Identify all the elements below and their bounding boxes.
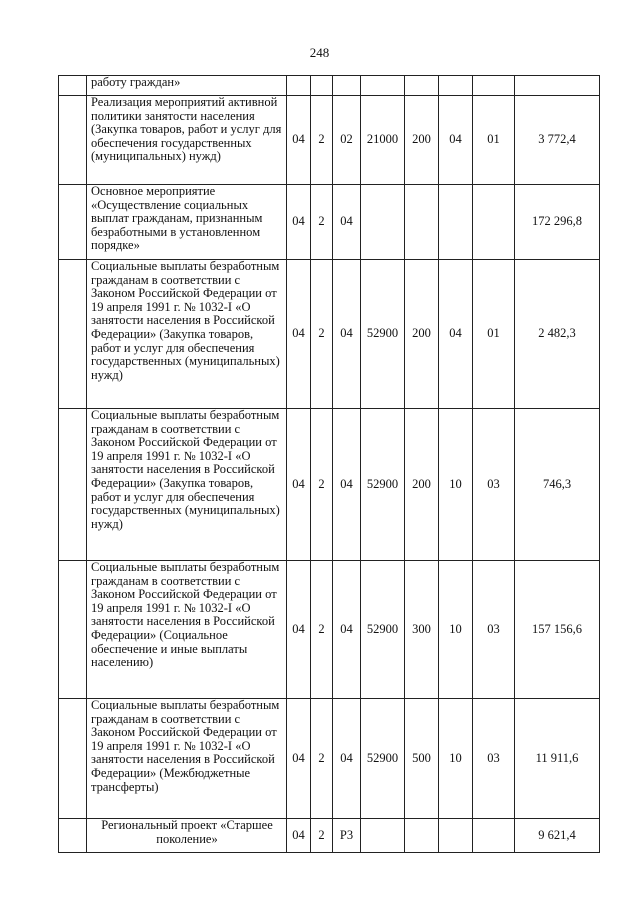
code-cell-4: 52900 (361, 699, 405, 819)
table-row (59, 76, 600, 96)
code-cell-2: 2 (311, 185, 333, 260)
row-number-cell (59, 561, 87, 699)
code-cell-6: 10 (439, 409, 473, 561)
code-cell-7 (473, 76, 515, 96)
row-number-cell (59, 185, 87, 260)
code-cell-2 (311, 76, 333, 96)
code-cell-2: 2 (311, 561, 333, 699)
code-cell-5: 200 (405, 260, 439, 409)
code-cell-7: 01 (473, 260, 515, 409)
code-cell-3: 02 (333, 96, 361, 185)
code-cell-6: 04 (439, 260, 473, 409)
description-cell: Социальные выплаты безработным гражданам в соответствии с Законом Российской Федерации от 19 апреля 1991 г. № 1032-I «О занятости населения в Российской Федерации» (Закупка товаров, работ и услуг для обеспечения государственных (муниципальных) нужд) (87, 260, 287, 409)
code-cell-2: 2 (311, 260, 333, 409)
description-cell: Социальные выплаты безработным гражданам в соответствии с Законом Российской Федерации от 19 апреля 1991 г. № 1032-I «О занятости населения в Российской Федерации» (Социальное обеспечение и иные выплаты населению) (87, 561, 287, 699)
code-cell-5: 500 (405, 699, 439, 819)
code-cell-6: 10 (439, 699, 473, 819)
code-cell-6: 10 (439, 561, 473, 699)
code-cell-3: 04 (333, 185, 361, 260)
budget-table (58, 75, 600, 853)
row-number-cell (59, 819, 87, 853)
table-row (59, 96, 600, 185)
code-cell-2: 2 (311, 699, 333, 819)
code-cell-6 (439, 76, 473, 96)
code-cell-2: 2 (311, 96, 333, 185)
row-number-cell (59, 260, 87, 409)
page-number: 248 (309, 45, 330, 60)
table-row (59, 561, 600, 699)
code-cell-5: 200 (405, 96, 439, 185)
code-cell-1: 04 (287, 185, 311, 260)
code-cell-3: 04 (333, 561, 361, 699)
code-cell-4: 52900 (361, 260, 405, 409)
amount-cell: 9 621,4 (515, 819, 600, 853)
code-cell-6: 04 (439, 96, 473, 185)
description-cell: Региональный проект «Старшее поколение» (87, 819, 287, 853)
code-cell-7 (473, 819, 515, 853)
table-row (59, 699, 600, 819)
code-cell-5 (405, 819, 439, 853)
amount-cell (515, 76, 600, 96)
code-cell-4: 52900 (361, 561, 405, 699)
code-cell-5: 200 (405, 409, 439, 561)
row-number-cell (59, 76, 87, 96)
amount-cell: 3 772,4 (515, 96, 600, 185)
code-cell-3: 04 (333, 699, 361, 819)
code-cell-7: 01 (473, 96, 515, 185)
code-cell-1 (287, 76, 311, 96)
amount-cell: 157 156,6 (515, 561, 600, 699)
code-cell-1: 04 (287, 96, 311, 185)
code-cell-2: 2 (311, 819, 333, 853)
code-cell-1: 04 (287, 561, 311, 699)
code-cell-2: 2 (311, 409, 333, 561)
code-cell-3: Р3 (333, 819, 361, 853)
table-row (59, 409, 600, 561)
row-number-cell (59, 699, 87, 819)
code-cell-7: 03 (473, 561, 515, 699)
code-cell-4 (361, 819, 405, 853)
code-cell-7: 03 (473, 409, 515, 561)
code-cell-4: 52900 (361, 409, 405, 561)
code-cell-6 (439, 819, 473, 853)
code-cell-1: 04 (287, 819, 311, 853)
table-row (59, 260, 600, 409)
code-cell-3: 04 (333, 409, 361, 561)
code-cell-6 (439, 185, 473, 260)
code-cell-3: 04 (333, 260, 361, 409)
amount-cell: 746,3 (515, 409, 600, 561)
code-cell-7 (473, 185, 515, 260)
description-cell: Реализация мероприятий активной политики занятости населения (Закупка товаров, работ и услуг для обеспечения государственных (муниципальных) нужд) (87, 96, 287, 185)
code-cell-4: 21000 (361, 96, 405, 185)
code-cell-5 (405, 76, 439, 96)
code-cell-5: 300 (405, 561, 439, 699)
amount-cell: 172 296,8 (515, 185, 600, 260)
description-cell: Социальные выплаты безработным гражданам в соответствии с Законом Российской Федерации от 19 апреля 1991 г. № 1032-I «О занятости населения в Российской Федерации» (Межбюджетные трансферты) (87, 699, 287, 819)
code-cell-7: 03 (473, 699, 515, 819)
amount-cell: 2 482,3 (515, 260, 600, 409)
table-row (59, 819, 600, 853)
description-cell: работу граждан» (87, 76, 287, 96)
description-cell: Основное мероприятие «Осуществление социальных выплат гражданам, признанным безработными в установленном порядке» (87, 185, 287, 260)
code-cell-4 (361, 76, 405, 96)
row-number-cell (59, 96, 87, 185)
code-cell-1: 04 (287, 260, 311, 409)
row-number-cell (59, 409, 87, 561)
code-cell-4 (361, 185, 405, 260)
code-cell-1: 04 (287, 409, 311, 561)
code-cell-3 (333, 76, 361, 96)
table-row (59, 185, 600, 260)
code-cell-1: 04 (287, 699, 311, 819)
code-cell-5 (405, 185, 439, 260)
amount-cell: 11 911,6 (515, 699, 600, 819)
description-cell: Социальные выплаты безработным гражданам в соответствии с Законом Российской Федерации от 19 апреля 1991 г. № 1032-I «О занятости населения в Российской Федерации» (Закупка товаров, работ и услуг для обеспечения государственных (муниципальных) нужд) (87, 409, 287, 561)
